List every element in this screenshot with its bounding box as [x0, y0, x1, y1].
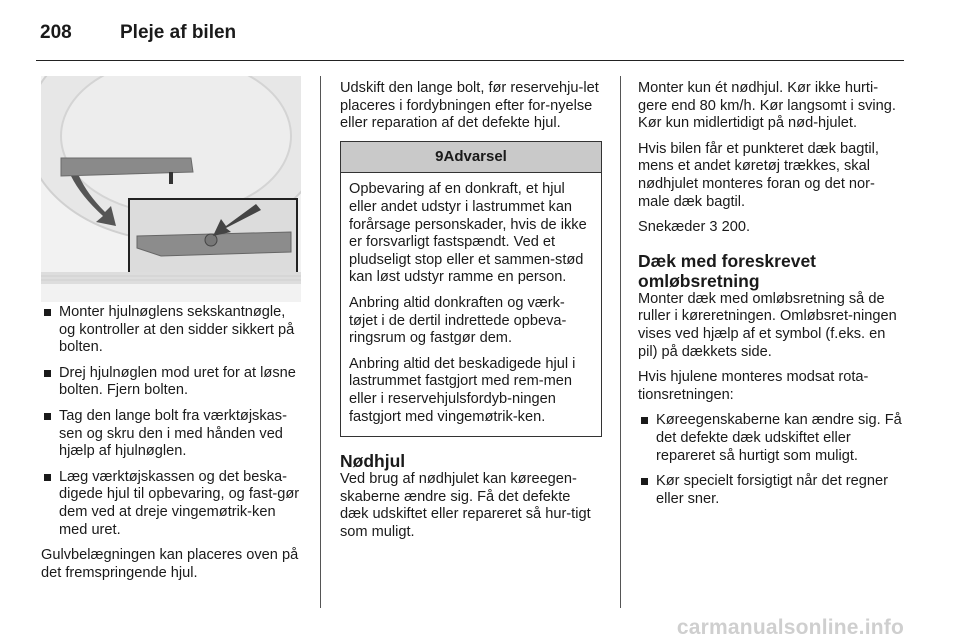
bullet-square-icon	[44, 474, 51, 481]
warning-triangle-icon: 9	[435, 147, 444, 165]
list-item	[41, 365, 303, 400]
section-heading: Nødhjul	[340, 451, 406, 472]
list-item-text: Drej hjulnøglen mod uret for at løsne bolten. Fjern bolten.	[59, 364, 296, 399]
warning-header	[341, 142, 601, 174]
section-paragraph: Ved brug af nødhjulet kan køreegen-skaberne ændre sig. Få det defekte dæk udskiftet eller repareret så hur-tigt som muligt.	[340, 471, 591, 540]
list-item	[41, 408, 303, 461]
body-paragraph: Monter dæk med omløbsretning så de ruller i køreretningen. Omløbsret-ningen vises ved hjælp af et symbol (f.eks. en pil) på dækkets side.	[638, 290, 897, 360]
left-column	[41, 304, 303, 590]
bullet-square-icon	[44, 370, 51, 377]
warning-box	[340, 141, 602, 437]
body-paragraph: Hvis hjulene monteres modsat rota-tionsretningen:	[638, 369, 869, 403]
bullet-square-icon	[44, 413, 51, 420]
warning-title: Advarsel	[443, 147, 507, 165]
header-rule	[36, 60, 904, 61]
section-heading: Dæk med foreskrevet omløbsretning	[638, 250, 816, 291]
warning-body	[341, 173, 601, 436]
page-header	[40, 22, 236, 44]
right-column	[638, 80, 904, 516]
bullet-square-icon	[641, 417, 648, 424]
list-item	[638, 412, 904, 465]
intro-paragraph: Udskift den lange bolt, før reservehju-let placeres i fordybningen efter for-nyelse eller reparation af det defekte hjul.	[340, 80, 599, 132]
warning-paragraph: Anbring altid donkraften og værk-tøjet i de dertil indrettede opbeva-ringsrum og fastgør dem.	[349, 294, 567, 347]
reference-label: Snekæder	[638, 219, 706, 236]
cross-reference	[638, 219, 904, 237]
page-number: 208	[40, 22, 72, 43]
illustration-svg	[41, 76, 301, 302]
warning-paragraph: Anbring altid det beskadigede hjul i lastrummet fastgjort med rem-men eller i reservehjulsfordyb-ningen fastgjort med vingemøtrik-ken.	[349, 355, 576, 425]
list-item	[41, 304, 303, 357]
list-item-text: Monter hjulnøglens sekskantnøgle, og kontroller at den sidder sikkert på bolten.	[59, 304, 295, 356]
page-title: Pleje af bilen	[120, 22, 237, 43]
watermark: carmanualsonline.info	[676, 616, 904, 639]
list-item-text: Køreegenskaberne kan ændre sig. Få det defekte dæk udskiftet eller repareret så hurtigt som muligt.	[656, 412, 902, 464]
reference-page: 200.	[721, 219, 750, 236]
body-paragraph: Hvis bilen får et punkteret dæk bagtil, mens et andet køretøj trækkes, skal nødhjulet monteres foran og det nor-male dæk bagtil.	[638, 140, 879, 210]
list-item	[41, 469, 303, 539]
list-item	[638, 473, 904, 508]
list-item-text: Tag den lange bolt fra værktøjskas-sen og skru den i med hånden ved hjælp af hjulnøglen.	[59, 407, 287, 460]
column-divider	[320, 76, 321, 608]
body-paragraph: Monter kun ét nødhjul. Kør ikke hurti-gere end 80 km/h. Kør langsomt i sving. Kør kun midlertidigt på nød-hjulet.	[638, 80, 896, 132]
bullet-square-icon	[44, 309, 51, 316]
list-item-text: Kør specielt forsigtigt når det regner eller sner.	[656, 473, 888, 507]
page-ref-icon: 3	[709, 219, 718, 236]
list-item-text: Læg værktøjskassen og det beska-digede hjul til opbevaring, og fast-gør dem ved at dreje vingemøtrik-ken med uret.	[59, 468, 300, 538]
illustration-spare-wheel-well	[41, 76, 301, 302]
warning-paragraph: Opbevaring af en donkraft, et hjul eller andet udstyr i lastrummet kan forårsage personskader, hvis de ikke er forsvarligt fastspændt. Ved et pludseligt stop eller et sammen-stød kan løst udstyr ramme en person.	[349, 181, 587, 286]
bullet-square-icon	[641, 478, 648, 485]
middle-column	[340, 80, 602, 549]
column-divider	[620, 76, 621, 608]
body-paragraph: Gulvbelægningen kan placeres oven på det fremspringende hjul.	[41, 547, 299, 581]
